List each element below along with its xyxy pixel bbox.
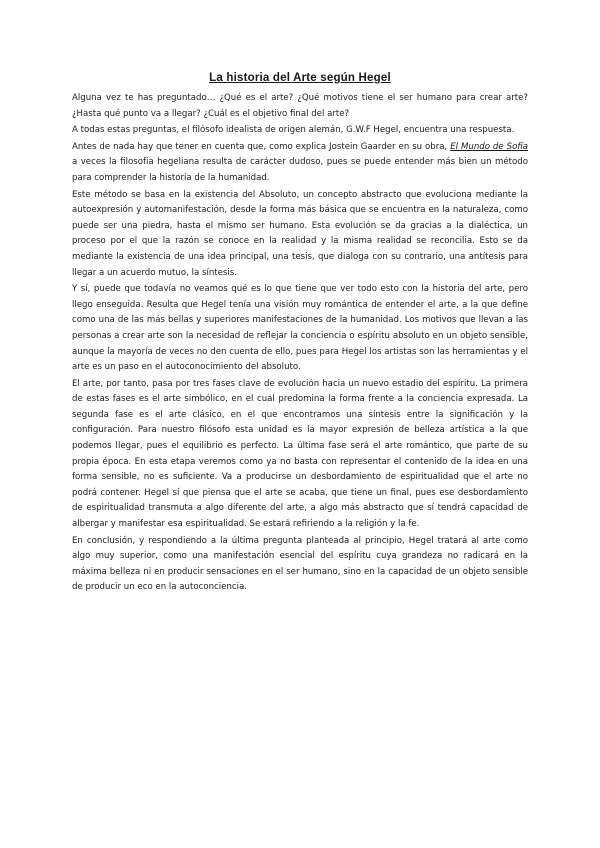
paragraph-hegel-answer: A todas estas preguntas, el filósofo idealista de origen alemán, G.W.F Hegel, encuentra una respuesta. (72, 125, 515, 136)
paragraph-absolute-method: Este método se basa en la existencia del Absoluto, un concepto abstracto que evoluciona mediante la autoexpresión y automanifestación, desde la forma más básica que se encuentra en la naturaleza, como puede ser una piedra, hasta el mismo ser humano. Esta evolución se da gracias a la dialéctica, un proceso por el que la razón se conoce en la realidad y la misma realidad se reconcilia. Esto se da mediante la existencia de una idea principal, una tesis, que dialoga con su contrario, una antítesis para llegar a un acuerdo mutuo, la síntesis. (72, 189, 528, 278)
paragraph-conclusion: En conclusión, y respondiendo a la última pregunta planteada al principio, Hegel tratará al arte como algo muy superior, como una manifestación esencial del espíritu cuya grandeza no radicará en la máxima belleza ni en producir sensaciones en el ser humano, sino en la capacidad de un objeto sensible de producir un eco en la autoconciencia. (72, 535, 528, 593)
paragraph-intro-questions: Alguna vez te has preguntado… ¿Qué es el arte? ¿Qué motivos tiene el ser humano para crear arte? ¿Hasta qué punto va a llegar? ¿Cuál es el objetivo final del arte? (72, 93, 528, 119)
book-title-link[interactable]: El Mundo de Sofía (450, 141, 529, 152)
paragraph-text-after: a veces la filosofía hegeliana resulta de carácter dudoso, pues se puede entender más bien un método para comprender la historia de la humanidad. (72, 157, 528, 183)
paragraph-gaarder-reference (72, 140, 528, 187)
paragraph-text-before: Antes de nada hay que tener en cuenta que, como explica Jostein Gaarder en su obra, (72, 141, 451, 152)
paragraph-three-phases: El arte, por tanto, pasa por tres fases clave de evolución hacia un nuevo estadio del espíritu. La primera de estas fases es el arte simbólico, en el cual predomina la forma frente a la conciencia expresada. La segunda fase es el arte clásico, en el que encontramos una síntesis entre la significación y la configuración. Para nuestro filósofo esta unidad es la mayor expresión de belleza artística a la que podemos llegar, pues el equilibrio es perfecto. La última fase será el arte romántico, que parte de su propia época. En esta etapa veremos como ya no basta con representar el contenido de la idea en una forma sensible, no es suficiente. Va a producirse un desbordamiento de espiritualidad que el arte no podrá contener. Hegel sí que piensa que el arte se acaba, que tiene un final, pues ese desbordamiento de espiritualidad transmuta a algo diferente del arte, a algo más abstracto que sí tendrá capacidad de albergar y manifestar esa espiritualidad. Se estará refiriendo a la religión y la fe. (72, 378, 528, 530)
document-title: La historia del Arte según Hegel (209, 72, 391, 84)
paragraph-art-history: Y sí, puede que todavía no veamos qué es lo que tiene que ver todo esto con la historia del arte, pero llego enseguida. Resulta que Hegel tenía una visión muy romántica de entender el arte, a la que define como una de las más bellas y superiores manifestaciones de la humanidad. Los motivos que llevan a las personas a crear arte son la necesidad de reflejar la conciencia o espíritu absoluto en un objeto sensible, aunque la mayoría de veces no den cuenta de ello, pues para Hegel los artistas son las herramientas y el arte es un paso en el autoconocimiento del absoluto. (72, 284, 528, 373)
